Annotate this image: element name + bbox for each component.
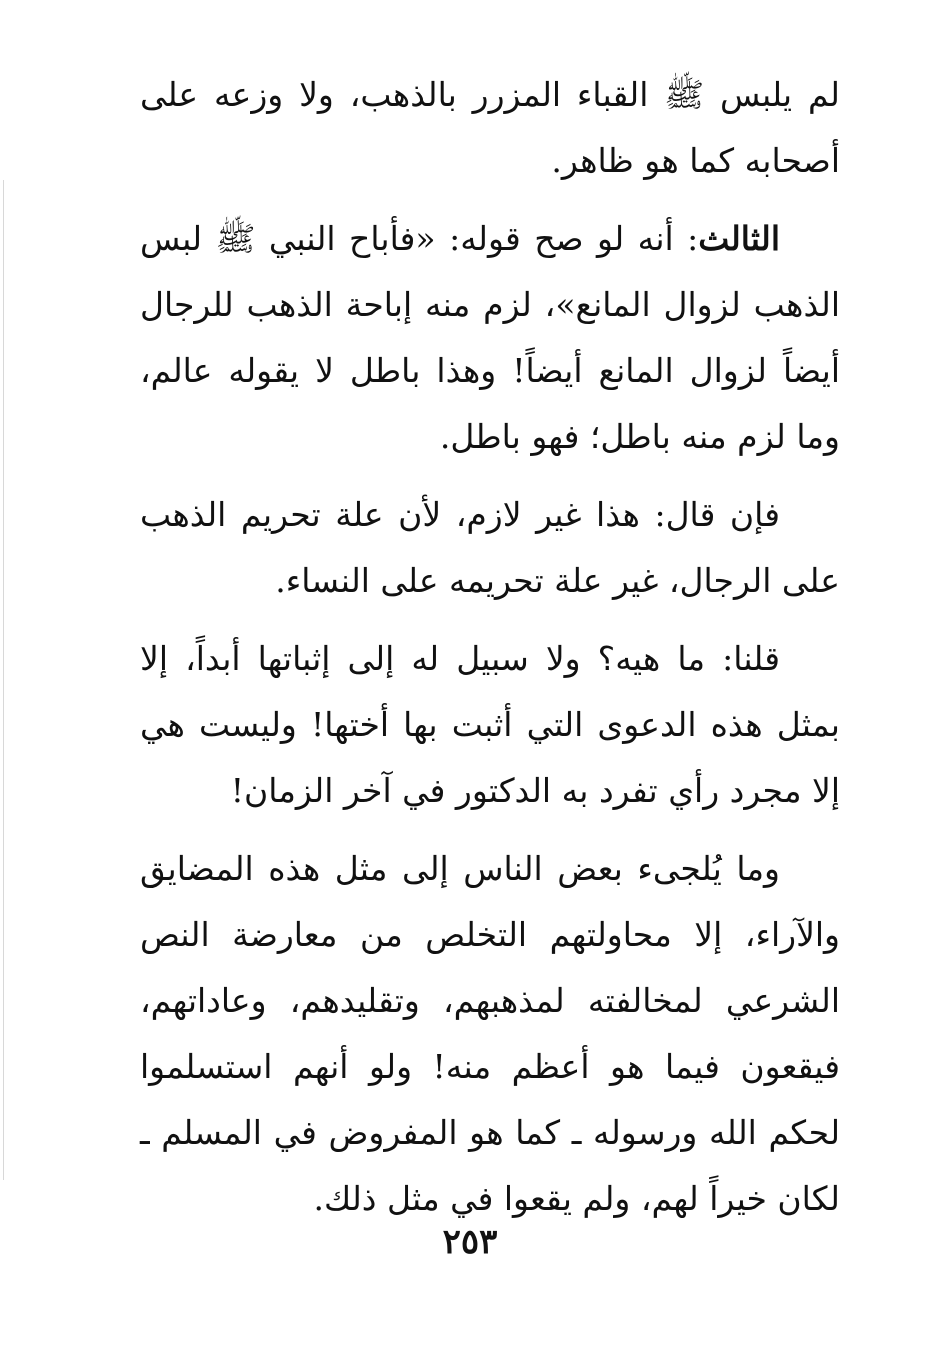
- paragraph-2: [140, 206, 840, 470]
- paragraph-text: : أنه لو صح قوله: «فأباح النبي ﷺ لبس الذهب لزوال المانع»، لزم منه إباحة الذهب للرجال أيضاً لزوال المانع أيضاً! وهذا باطل لا يقوله عالم، وما لزم منه باطل؛ فهو باطل.: [140, 219, 840, 456]
- paragraph-text: وما يُلجىء بعض الناس إلى مثل هذه المضايق والآراء، إلا محاولتهم التخلص من معارضة النص الشرعي لمخالفته لمذهبهم، وتقليدهم، وعاداتهم، فيقعون فيما هو أعظم منه! ولو أنهم استسلموا لحكم الله ورسوله ـ كما هو المفروض في المسلم ـ لكان خيراً لهم، ولم يقعوا في مثل ذلك.: [140, 849, 840, 1218]
- paragraph-1: [140, 62, 840, 194]
- scan-edge-line: [3, 180, 4, 1180]
- paragraph-lead: الثالث: [698, 219, 780, 258]
- paragraph-3: [140, 482, 840, 614]
- paragraph-4: [140, 626, 840, 824]
- paragraph-text: لم يلبس ﷺ القباء المزرر بالذهب، ولا وزعه على أصحابه كما هو ظاهر.: [140, 75, 840, 180]
- paragraph-text: فإن قال: هذا غير لازم، لأن علة تحريم الذهب على الرجال، غير علة تحريمه على النساء.: [140, 495, 840, 600]
- paragraph-5: [140, 836, 840, 1232]
- page-number: ٢٥٣: [442, 1222, 498, 1262]
- page-body: [140, 62, 840, 1232]
- paragraph-text: قلنا: ما هيه؟ ولا سبيل له إلى إثباتها أبداً، إلا بمثل هذه الدعوى التي أثبت بها أختها! وليست هي إلا مجرد رأي تفرد به الدكتور في آخر الزمان!: [140, 639, 840, 810]
